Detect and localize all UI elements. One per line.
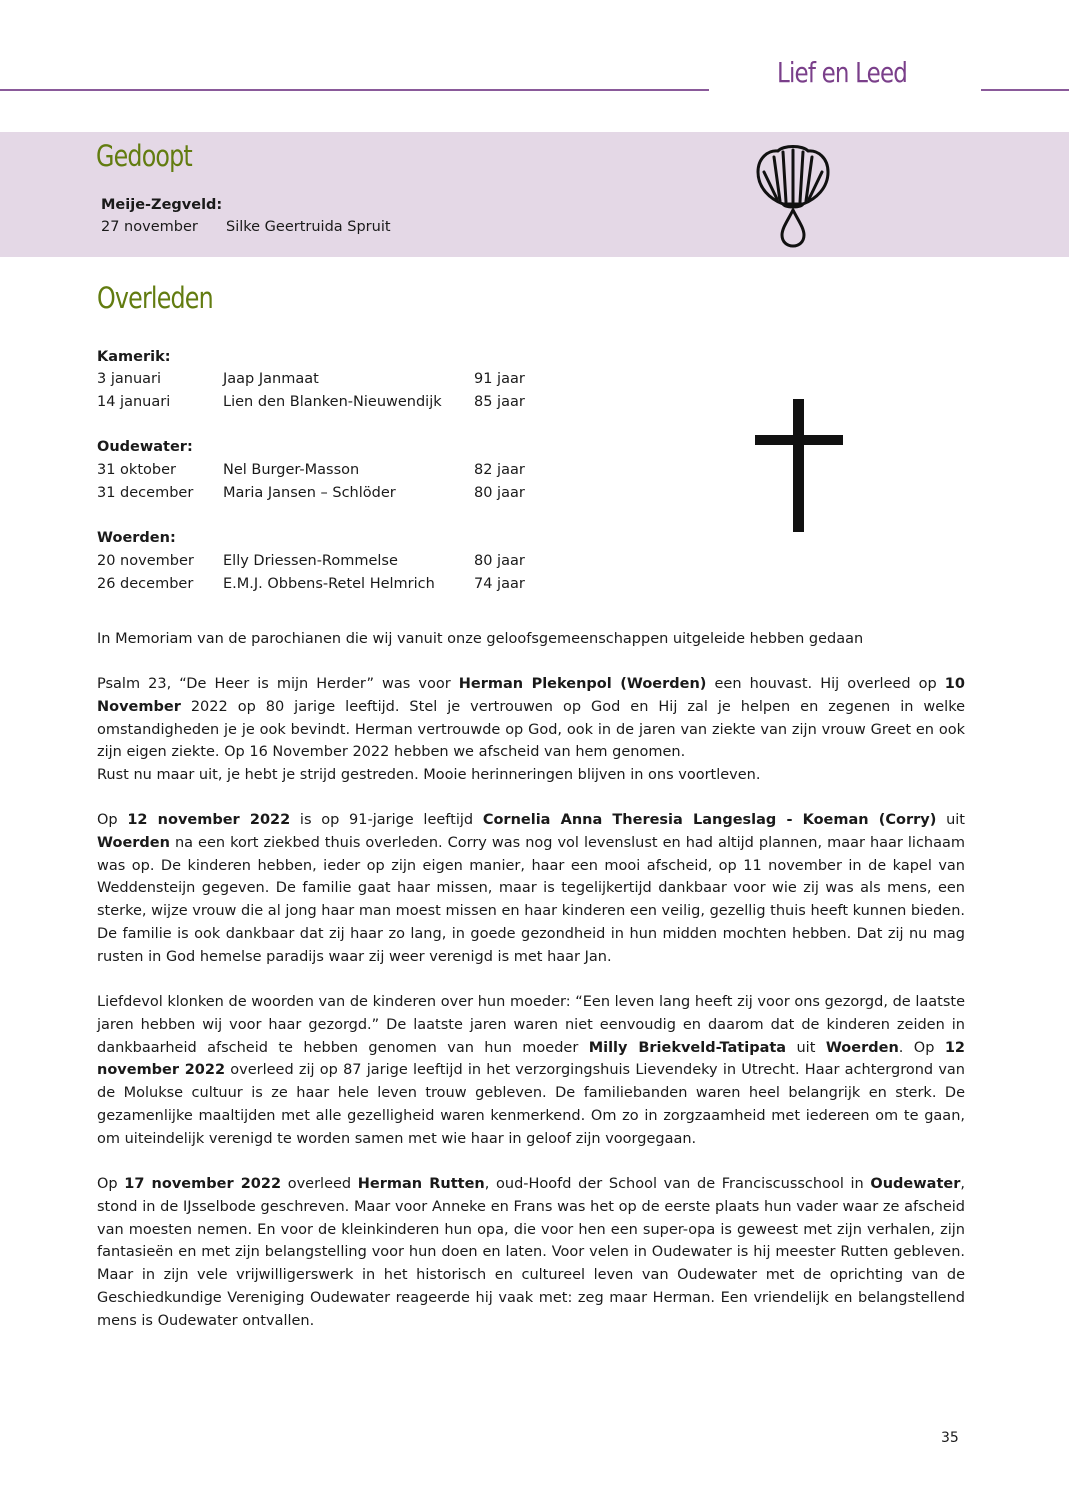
deceased-name: Elly Driessen-Rommelse bbox=[223, 553, 398, 569]
header-rule-left bbox=[0, 89, 709, 91]
deceased-name: Lien den Blanken-Nieuwendijk bbox=[223, 394, 442, 410]
deceased-name: Maria Jansen – Schlöder bbox=[223, 485, 396, 501]
deceased-date: 3 januari bbox=[97, 371, 162, 387]
section-title: Lief en Leed bbox=[777, 56, 908, 89]
deceased-date: 20 november bbox=[97, 553, 194, 569]
memoriam-paragraph-rutten: Op 17 november 2022 overleed Herman Rutten, oud-Hoofd der School van de Franciscusschool in Oudewater, stond in de IJsselbode geschreven. Maar voor Anneke en Frans was het op de eerste plaats hun vader waar ze afscheid van moesten nemen. En voor de kleinkinderen hun opa, die voor hen een super-opa is geweest met zijn verhalen, zijn fantasieën en met zijn belangstelling voor hun doen en laten. Voor velen in Oudewater is hij meester Rutten gebleven. Maar in zijn vele vrijwilligerswerk in het historisch en cultureel leven van Oudewater met de oprichting van de Geschiedkundige Vereniging Oudewater reageerde hij vaak met: zeg maar Herman. Een vriendelijk en belangstellend mens is Oudewater ontvallen. bbox=[97, 1176, 965, 1329]
deceased-parish-woerden: Woerden: bbox=[97, 530, 176, 546]
memoriam-paragraph-plekenpol: Psalm 23, “De Heer is mijn Herder” was voor Herman Plekenpol (Woerden) een houvast. Hij overleed op 10 November 2022 op 80 jarige leeftijd. Stel je vertrouwen op God en Hij zal je helpen en zegenen in welke omstandigheden je je ook bevindt. Herman vertrouwde op God, ook in de jaren van ziekte van zijn vrouw Greet en ook zijn eigen ziekte. Op 16 November 2022 hebben we afscheid van hem genomen. Rust nu maar uit, je hebt je strijd gestreden. Mooie herinneringen blijven in ons voortleven. bbox=[97, 676, 965, 784]
deceased-heading: Overleden bbox=[97, 281, 213, 315]
cross-icon bbox=[755, 399, 843, 532]
baptized-name: Silke Geertruida Spruit bbox=[226, 219, 391, 235]
deceased-age: 80 jaar bbox=[474, 485, 525, 501]
baptized-parish: Meije-Zegveld: bbox=[101, 197, 223, 213]
deceased-name: Jaap Janmaat bbox=[223, 371, 319, 387]
deceased-age: 91 jaar bbox=[474, 371, 525, 387]
deceased-parish-oudewater: Oudewater: bbox=[97, 439, 193, 455]
baptized-heading: Gedoopt bbox=[96, 139, 192, 173]
memoriam-paragraph-langeslag: Op 12 november 2022 is op 91-jarige leeftijd Cornelia Anna Theresia Langeslag - Koeman (Corry) uit Woerden na een kort ziekbed thuis overleden. Corry was nog vol levenslust en had altijd plannen, maar haar lichaam was op. De kinderen hebben, ieder op zijn eigen manier, haar een mooi afscheid, op 11 november in de kapel van Weddensteijn gegeven. De familie gaat haar missen, maar is tegelijkertijd dankbaar voor wie zij was als mens, een sterke, wijze vrouw die al jong haar man moest missen en haar kinderen een veilig, gezellig thuis heeft kunnen bieden. De familie is ook dankbaar dat zij haar zo lang, in goede gezondheid in hun midden mochten hebben. Dat zij nu mag rusten in God hemelse paradijs waar zij weer verenigd is met haar Jan. bbox=[97, 812, 965, 965]
deceased-date: 14 januari bbox=[97, 394, 171, 410]
deceased-name: Nel Burger-Masson bbox=[223, 462, 360, 478]
memoriam-paragraph-briekveld: Liefdevol klonken de woorden van de kinderen over hun moeder: “Een leven lang heeft zij voor ons gezorgd, de laatste jaren hebben wij voor haar gezorgd.” De laatste jaren waren niet eenvoudig en daarom dat de kinderen zeiden in dankbaarheid afscheid te hebben genomen van hun moeder Milly Briekveld-Tatipata uit Woerden. Op 12 november 2022 overleed zij op 87 jarige leeftijd in het verzorgingshuis Lievendeky in Utrecht. Haar achtergrond van de Molukse cultuur is ze haar hele leven trouw gebleven. De familiebanden waren heel belangrijk en sterk. De gezamenlijke maaltijden met alle gezelligheid waren kenmerkend. Om zo in zorgzaamheid met iedereen om te gaan, om uiteindelijk verenigd te worden samen met wie haar in geloof zijn voorgegaan. bbox=[97, 994, 966, 1147]
deceased-parish-kamerik: Kamerik: bbox=[97, 349, 171, 365]
deceased-age: 80 jaar bbox=[474, 553, 525, 569]
header-rule-right bbox=[981, 89, 1069, 91]
deceased-age: 82 jaar bbox=[474, 462, 525, 478]
deceased-date: 31 oktober bbox=[97, 462, 176, 478]
deceased-name: E.M.J. Obbens-Retel Helmrich bbox=[223, 576, 435, 592]
memoriam-intro: In Memoriam van de parochianen die wij vanuit onze geloofsgemeenschappen uitgeleide hebben gedaan bbox=[97, 631, 864, 647]
baptized-date: 27 november bbox=[101, 219, 198, 235]
deceased-date: 31 december bbox=[97, 485, 194, 501]
baptism-shell-icon bbox=[752, 142, 834, 250]
deceased-age: 74 jaar bbox=[474, 576, 525, 592]
deceased-date: 26 december bbox=[97, 576, 194, 592]
page-number: 35 bbox=[941, 1430, 959, 1446]
deceased-age: 85 jaar bbox=[474, 394, 525, 410]
